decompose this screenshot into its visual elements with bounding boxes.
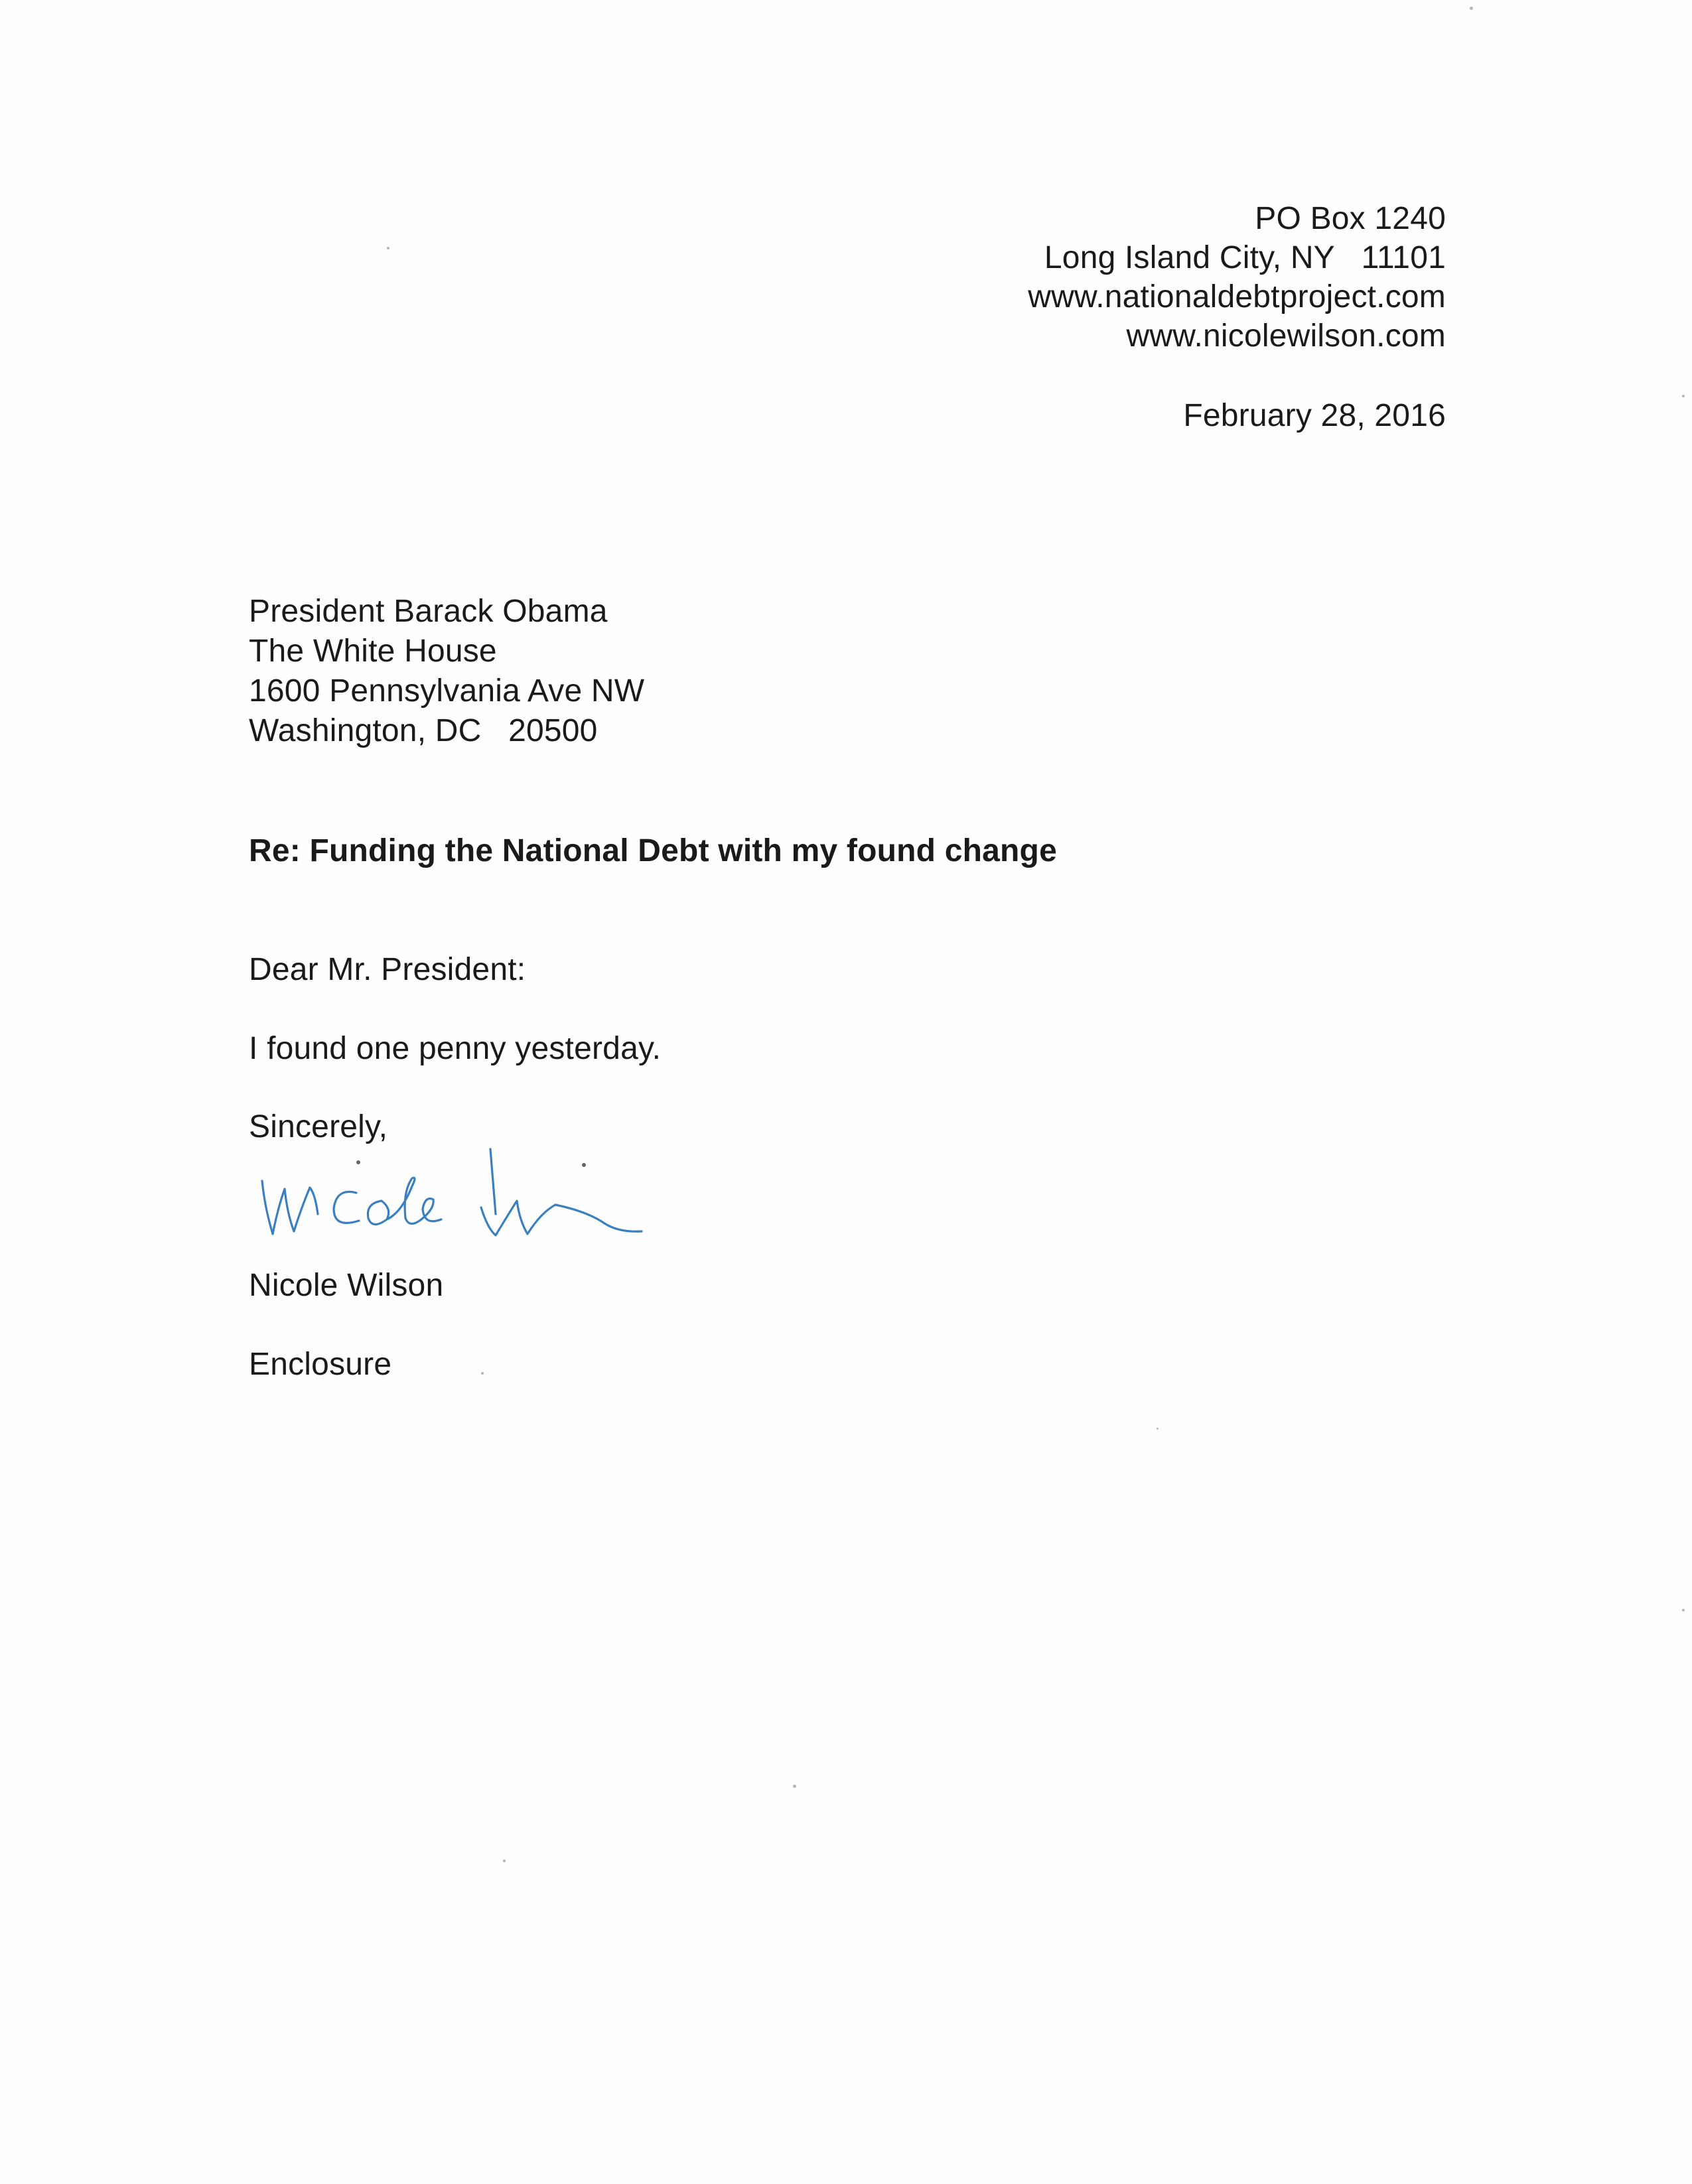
scan-speck xyxy=(387,247,389,249)
sender-address-line2: Long Island City, NY 11101 xyxy=(1044,240,1446,275)
scan-speck xyxy=(481,1372,484,1375)
signature-strokes xyxy=(262,1149,642,1235)
scan-speck xyxy=(503,1860,506,1862)
recipient-city: Washington, DC 20500 xyxy=(249,713,598,748)
scan-speck xyxy=(793,1785,796,1788)
scan-speck xyxy=(1157,1428,1159,1430)
signer-name: Nicole Wilson xyxy=(249,1268,444,1303)
signature-dot-2 xyxy=(582,1163,586,1167)
subject-line: Re: Funding the National Debt with my found change xyxy=(249,833,1057,868)
recipient-street: 1600 Pennsylvania Ave NW xyxy=(249,673,645,709)
signature-dot xyxy=(356,1160,360,1164)
scan-speck xyxy=(1470,7,1473,10)
enclosure-note: Enclosure xyxy=(249,1347,392,1382)
recipient-organization: The White House xyxy=(249,634,497,669)
recipient-name: President Barack Obama xyxy=(249,594,608,629)
sender-address-line1: PO Box 1240 xyxy=(1255,201,1446,236)
letter-date: February 28, 2016 xyxy=(1183,398,1446,433)
sender-website-2: www.nicolewilson.com xyxy=(1126,318,1446,354)
handwritten-signature xyxy=(255,1134,647,1247)
scan-speck xyxy=(1682,395,1685,397)
scan-speck xyxy=(1682,1609,1685,1611)
letter-body: I found one penny yesterday. xyxy=(249,1031,662,1066)
closing: Sincerely, xyxy=(249,1109,388,1144)
salutation: Dear Mr. President: xyxy=(249,952,526,987)
sender-website-1: www.nationaldebtproject.com xyxy=(1028,279,1446,314)
